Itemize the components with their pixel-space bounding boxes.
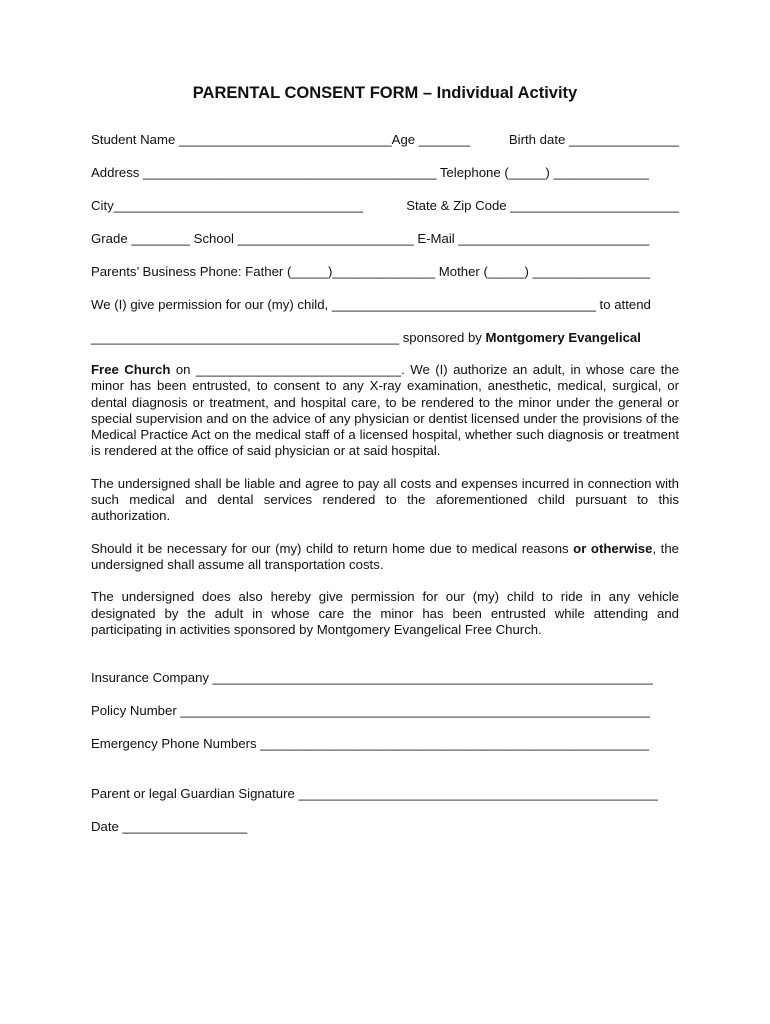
or-otherwise-emphasis: or otherwise: [573, 540, 653, 556]
student-info-row: [91, 131, 679, 148]
city-field[interactable]: City__________________________________: [91, 198, 364, 213]
vehicle-paragraph: The undersigned does also hereby give permission for our (my) child to ride in any vehicle designated by the adult in whose care the minor has been entrusted while attending and participating in activities sponsored by Montgomery Evangelical Free Church.: [91, 589, 679, 637]
birth-date-field[interactable]: Birth date _______________: [508, 132, 679, 147]
address-telephone-field[interactable]: Address ________________________________________ Telephone (_____) _____________: [91, 165, 649, 180]
sponsor-org-name: Montgomery Evangelical: [485, 330, 641, 345]
policy-number-field[interactable]: Policy Number ________________________________________________________________: [91, 703, 650, 719]
sponsored-by-row[interactable]: [91, 329, 679, 346]
permission-field[interactable]: We (I) give permission for our (my) child, ____________________________________ to attend: [91, 297, 651, 312]
emergency-phone-field[interactable]: Emergency Phone Numbers _____________________________________________________: [91, 736, 650, 752]
form-title: PARENTAL CONSENT FORM – Individual Activity: [192, 84, 578, 102]
authorization-text: on ____________________________. We (I) authorize an adult, in whose care the minor has been entrusted, to consent to any X-ray examination, anesthetic, medical, surgical, or dental diagnosis or treatment, and hospital care, to be rendered to the minor under the general or special supervision and on the advice of any physician or dentist licensed under the provisions of the Medical Practice Act on the medical staff of a licensed hospital, whether such diagnosis or treatment is rendered at the office of said physician or at said hospital.: [91, 362, 679, 459]
city-state-row: [91, 197, 679, 214]
parents-business-phone-field[interactable]: Parents’ Business Phone: Father (_____)______________ Mother (_____) ________________: [91, 264, 650, 279]
activity-blank[interactable]: __________________________________________ sponsored by: [91, 330, 486, 345]
student-name-age-field[interactable]: Student Name _____________________________Age _______: [91, 132, 471, 147]
guardian-signature-field[interactable]: Parent or legal Guardian Signature _________________________________________________: [91, 786, 658, 802]
free-church-label: Free Church: [91, 362, 171, 377]
transport-text-after: , the undersigned shall assume all transportation costs.: [91, 540, 679, 572]
transport-text-before: Should it be necessary for our (my) child to return home due to medical reasons: [91, 540, 574, 556]
grade-school-email-field[interactable]: Grade ________ School ________________________ E-Mail __________________________: [91, 231, 650, 246]
state-zip-field[interactable]: State & Zip Code _______________________: [406, 198, 679, 213]
liability-paragraph: The undersigned shall be liable and agree to pay all costs and expenses incurred in connection with such medical and dental services rendered to the aforementioned child pursuant to this authorization.: [91, 475, 679, 524]
transport-paragraph: [91, 541, 679, 574]
authorization-paragraph: [91, 362, 679, 460]
date-field[interactable]: Date _________________: [91, 819, 248, 835]
insurance-company-field[interactable]: Insurance Company ____________________________________________________________: [91, 670, 653, 686]
consent-form-page: [91, 84, 679, 851]
